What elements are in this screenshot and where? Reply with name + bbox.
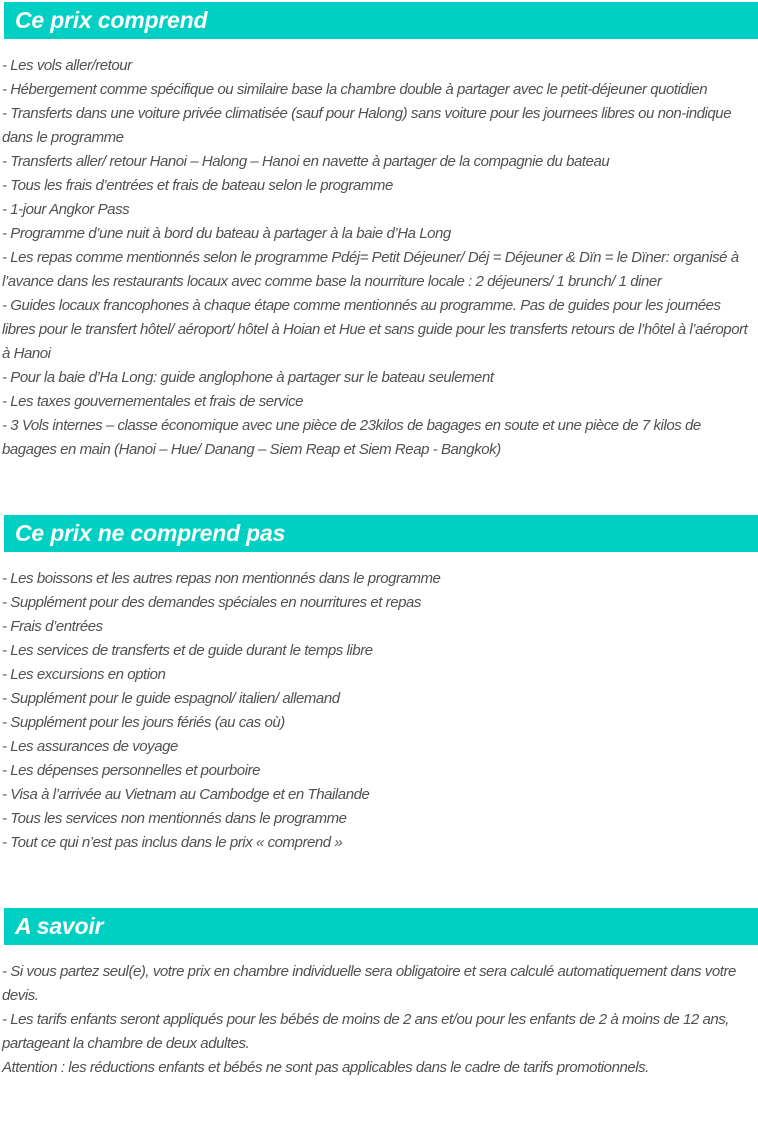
list-item: - Les vols aller/retour [2, 57, 132, 74]
section-price-includes [0, 2, 758, 462]
list-item: - Visa à l’arrivée au Vietnam au Cambodge et en Thailande [2, 786, 370, 803]
list-item: - Transferts dans une voiture privée climatisée (sauf pour Halong) sans voiture pour les journees libres ou non-indique dans le programme [2, 105, 732, 146]
list-item: - Les services de transferts et de guide durant le temps libre [2, 642, 373, 659]
list-item: - Tous les services non mentionnés dans le programme [2, 810, 347, 827]
list-item: - Tout ce qui n’est pas inclus dans le prix « comprend » [2, 834, 343, 851]
list-item: - Les tarifs enfants seront appliqués pour les bébés de moins de 2 ans et/ou pour les enfants de 2 à moins de 12 ans, partageant la chambre de deux adultes. [2, 1011, 730, 1052]
list-item: - Les boissons et les autres repas non mentionnés dans le programme [2, 570, 441, 587]
list-item: - Les assurances de voyage [2, 738, 178, 755]
section-title: Ce prix ne comprend pas [15, 520, 286, 546]
list-item: - Pour la baie d’Ha Long: guide anglophone à partager sur le bateau seulement [2, 369, 494, 386]
list-item: - Frais d’entrées [2, 618, 103, 635]
list-item: - Supplément pour des demandes spéciales en nourritures et repas [2, 594, 421, 611]
section-header-bar [4, 515, 758, 552]
list-item: - Si vous partez seul(e), votre prix en chambre individuelle sera obligatoire et sera calculé automatiquement dans votre devis. [2, 963, 736, 1004]
section-title: Ce prix comprend [15, 7, 208, 33]
section-title: A savoir [15, 913, 104, 939]
section-good-to-know [0, 908, 758, 1080]
good-to-know-list [0, 960, 758, 1080]
excluded-items-list [0, 567, 758, 855]
list-item: Attention : les réductions enfants et bébés ne sont pas applicables dans le cadre de tarifs promotionnels. [2, 1059, 649, 1076]
section-header-bar [4, 908, 758, 945]
list-item: - Programme d’une nuit à bord du bateau à partager à la baie d’Ha Long [2, 225, 451, 242]
list-item: - Supplément pour les jours fériés (au cas où) [2, 714, 285, 731]
list-item: - Les excursions en option [2, 666, 166, 683]
list-item: - 1-jour Angkor Pass [2, 201, 130, 218]
list-item: - Supplément pour le guide espagnol/ italien/ allemand [2, 690, 340, 707]
list-item: - Tous les frais d’entrées et frais de bateau selon le programme [2, 177, 393, 194]
included-items-list [0, 54, 758, 462]
list-item: - Les taxes gouvernementales et frais de service [2, 393, 304, 410]
list-item: - Les dépenses personnelles et pourboire [2, 762, 261, 779]
list-item: - Transferts aller/ retour Hanoi – Halong – Hanoi en navette à partager de la compagnie du bateau [2, 153, 610, 170]
list-item: - Guides locaux francophones à chaque étape comme mentionnés au programme. Pas de guides pour les journées libres pour le transfert hôtel/ aéroport/ hôtel à Hoian et Hue et sans guide pour les transferts retours de l’hôtel à l’aéroport à Hanoi [2, 297, 748, 362]
section-price-excludes [0, 515, 758, 855]
list-item: - Hébergement comme spécifique ou similaire base la chambre double à partager avec le petit-déjeuner quotidien [2, 81, 708, 98]
list-item: - Les repas comme mentionnés selon le programme Pdéj= Petit Déjeuner/ Déj = Déjeuner & Dïn = le Dïner: organisé à l’avance dans les restaurants locaux avec comme base la nourriture locale : 2 déjeuners/ 1 brunch/ 1 diner [2, 249, 739, 290]
list-item: - 3 Vols internes – classe économique avec une pièce de 23kilos de bagages en soute et une pièce de 7 kilos de bagages en main (Hanoi – Hue/ Danang – Siem Reap et Siem Reap - Bangkok) [2, 417, 701, 458]
section-header-bar [4, 2, 758, 39]
